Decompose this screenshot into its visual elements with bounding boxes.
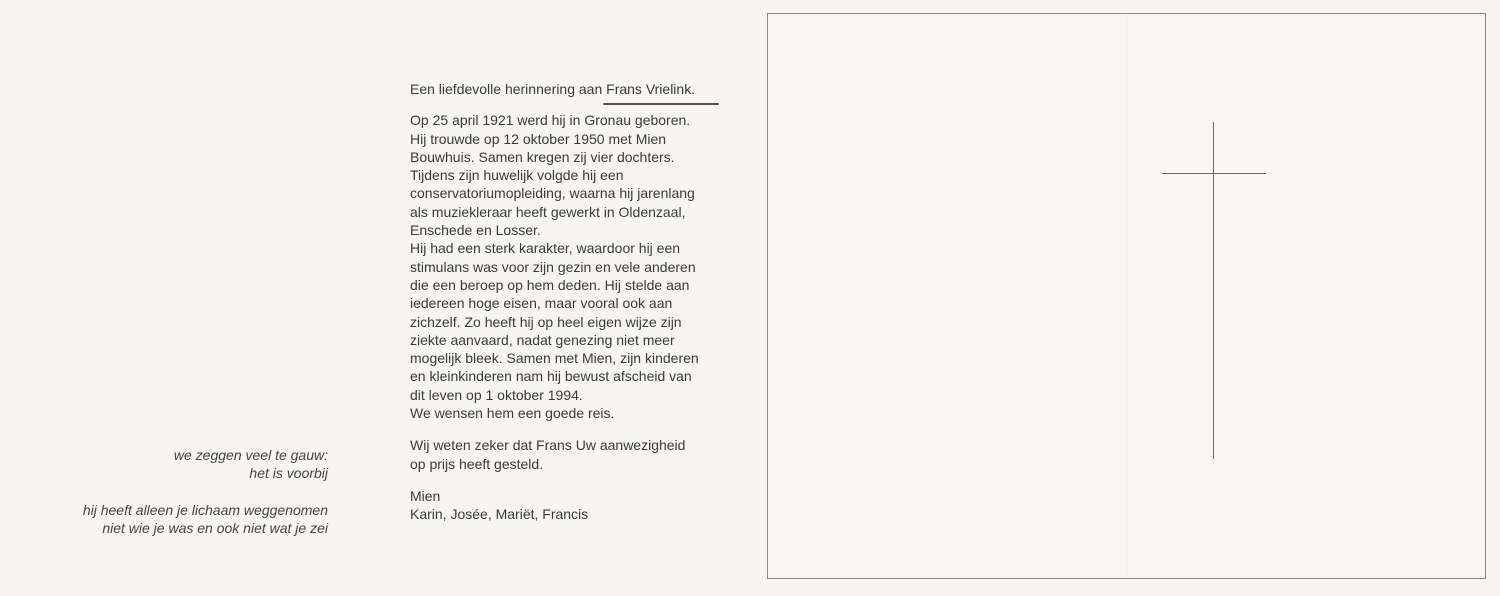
memorial-closing <box>410 436 730 473</box>
body-line: Op 25 april 1921 werd hij in Gronau geboren. <box>410 112 691 129</box>
body-line: Hij trouwde op 12 oktober 1950 met Mien <box>410 130 667 147</box>
body-line: als muziekleraar heeft gewerkt in Oldenzaal, <box>410 203 686 220</box>
poem-stanza-2 <box>40 501 328 537</box>
body-line: zichzelf. Zo heeft hij op heel eigen wijze zijn <box>410 313 682 330</box>
body-line: stimulans was voor zijn gezin en vele anderen <box>410 258 696 275</box>
memorial-signature <box>410 487 730 524</box>
body-line: ziekte aanvaard, nadat genezing niet meer <box>410 331 675 348</box>
spacer <box>410 473 730 487</box>
body-line: We wensen hem een goede reis. <box>410 405 615 422</box>
body-line: Tijdens zijn huwelijk volgde hij een <box>410 167 624 184</box>
body-line: en kleinkinderen nam hij bewust afscheid van <box>410 368 692 385</box>
name-underline <box>603 103 719 105</box>
body-line: iedereen hoge eisen, maar vooral ook aan <box>410 295 673 312</box>
cross-icon-bar <box>1162 173 1266 174</box>
memorial-heading: Een liefdevolle herinnering aan Frans Vrielink. <box>410 81 696 97</box>
poem-line: niet wie je was en ook niet wat je zei <box>102 520 328 536</box>
body-line: Bouwhuis. Samen kregen zij vier dochters. <box>410 148 675 165</box>
fold-line <box>1126 14 1127 576</box>
closing-line: op prijs heeft gesteld. <box>410 455 544 472</box>
poem-stanza-1 <box>40 446 328 482</box>
body-line: Hij had een sterk karakter, waardoor hij een <box>410 240 681 257</box>
poem-line: het is voorbij <box>249 465 328 481</box>
closing-line: Wij weten zeker dat Frans Uw aanwezigheid <box>410 437 686 454</box>
signature-line: Mien <box>410 487 441 504</box>
body-line: dit leven op 1 oktober 1994. <box>410 386 583 403</box>
memorial-text <box>410 80 730 524</box>
body-line: Enschede en Losser. <box>410 222 541 239</box>
poem-line: hij heeft alleen je lichaam weggenomen <box>82 502 328 518</box>
spacer <box>410 422 730 436</box>
signature-line: Karin, Josée, Mariët, Francis <box>410 506 589 523</box>
memorial-body <box>410 111 730 422</box>
body-line: conservatoriumopleiding, waarna hij jarenlang <box>410 185 695 202</box>
poem-line: we zeggen veel te gauw: <box>173 447 328 463</box>
body-line: mogelijk bleek. Samen met Mien, zijn kinderen <box>410 350 699 367</box>
body-line: die een beroep op hem deden. Hij stelde aan <box>410 276 690 293</box>
